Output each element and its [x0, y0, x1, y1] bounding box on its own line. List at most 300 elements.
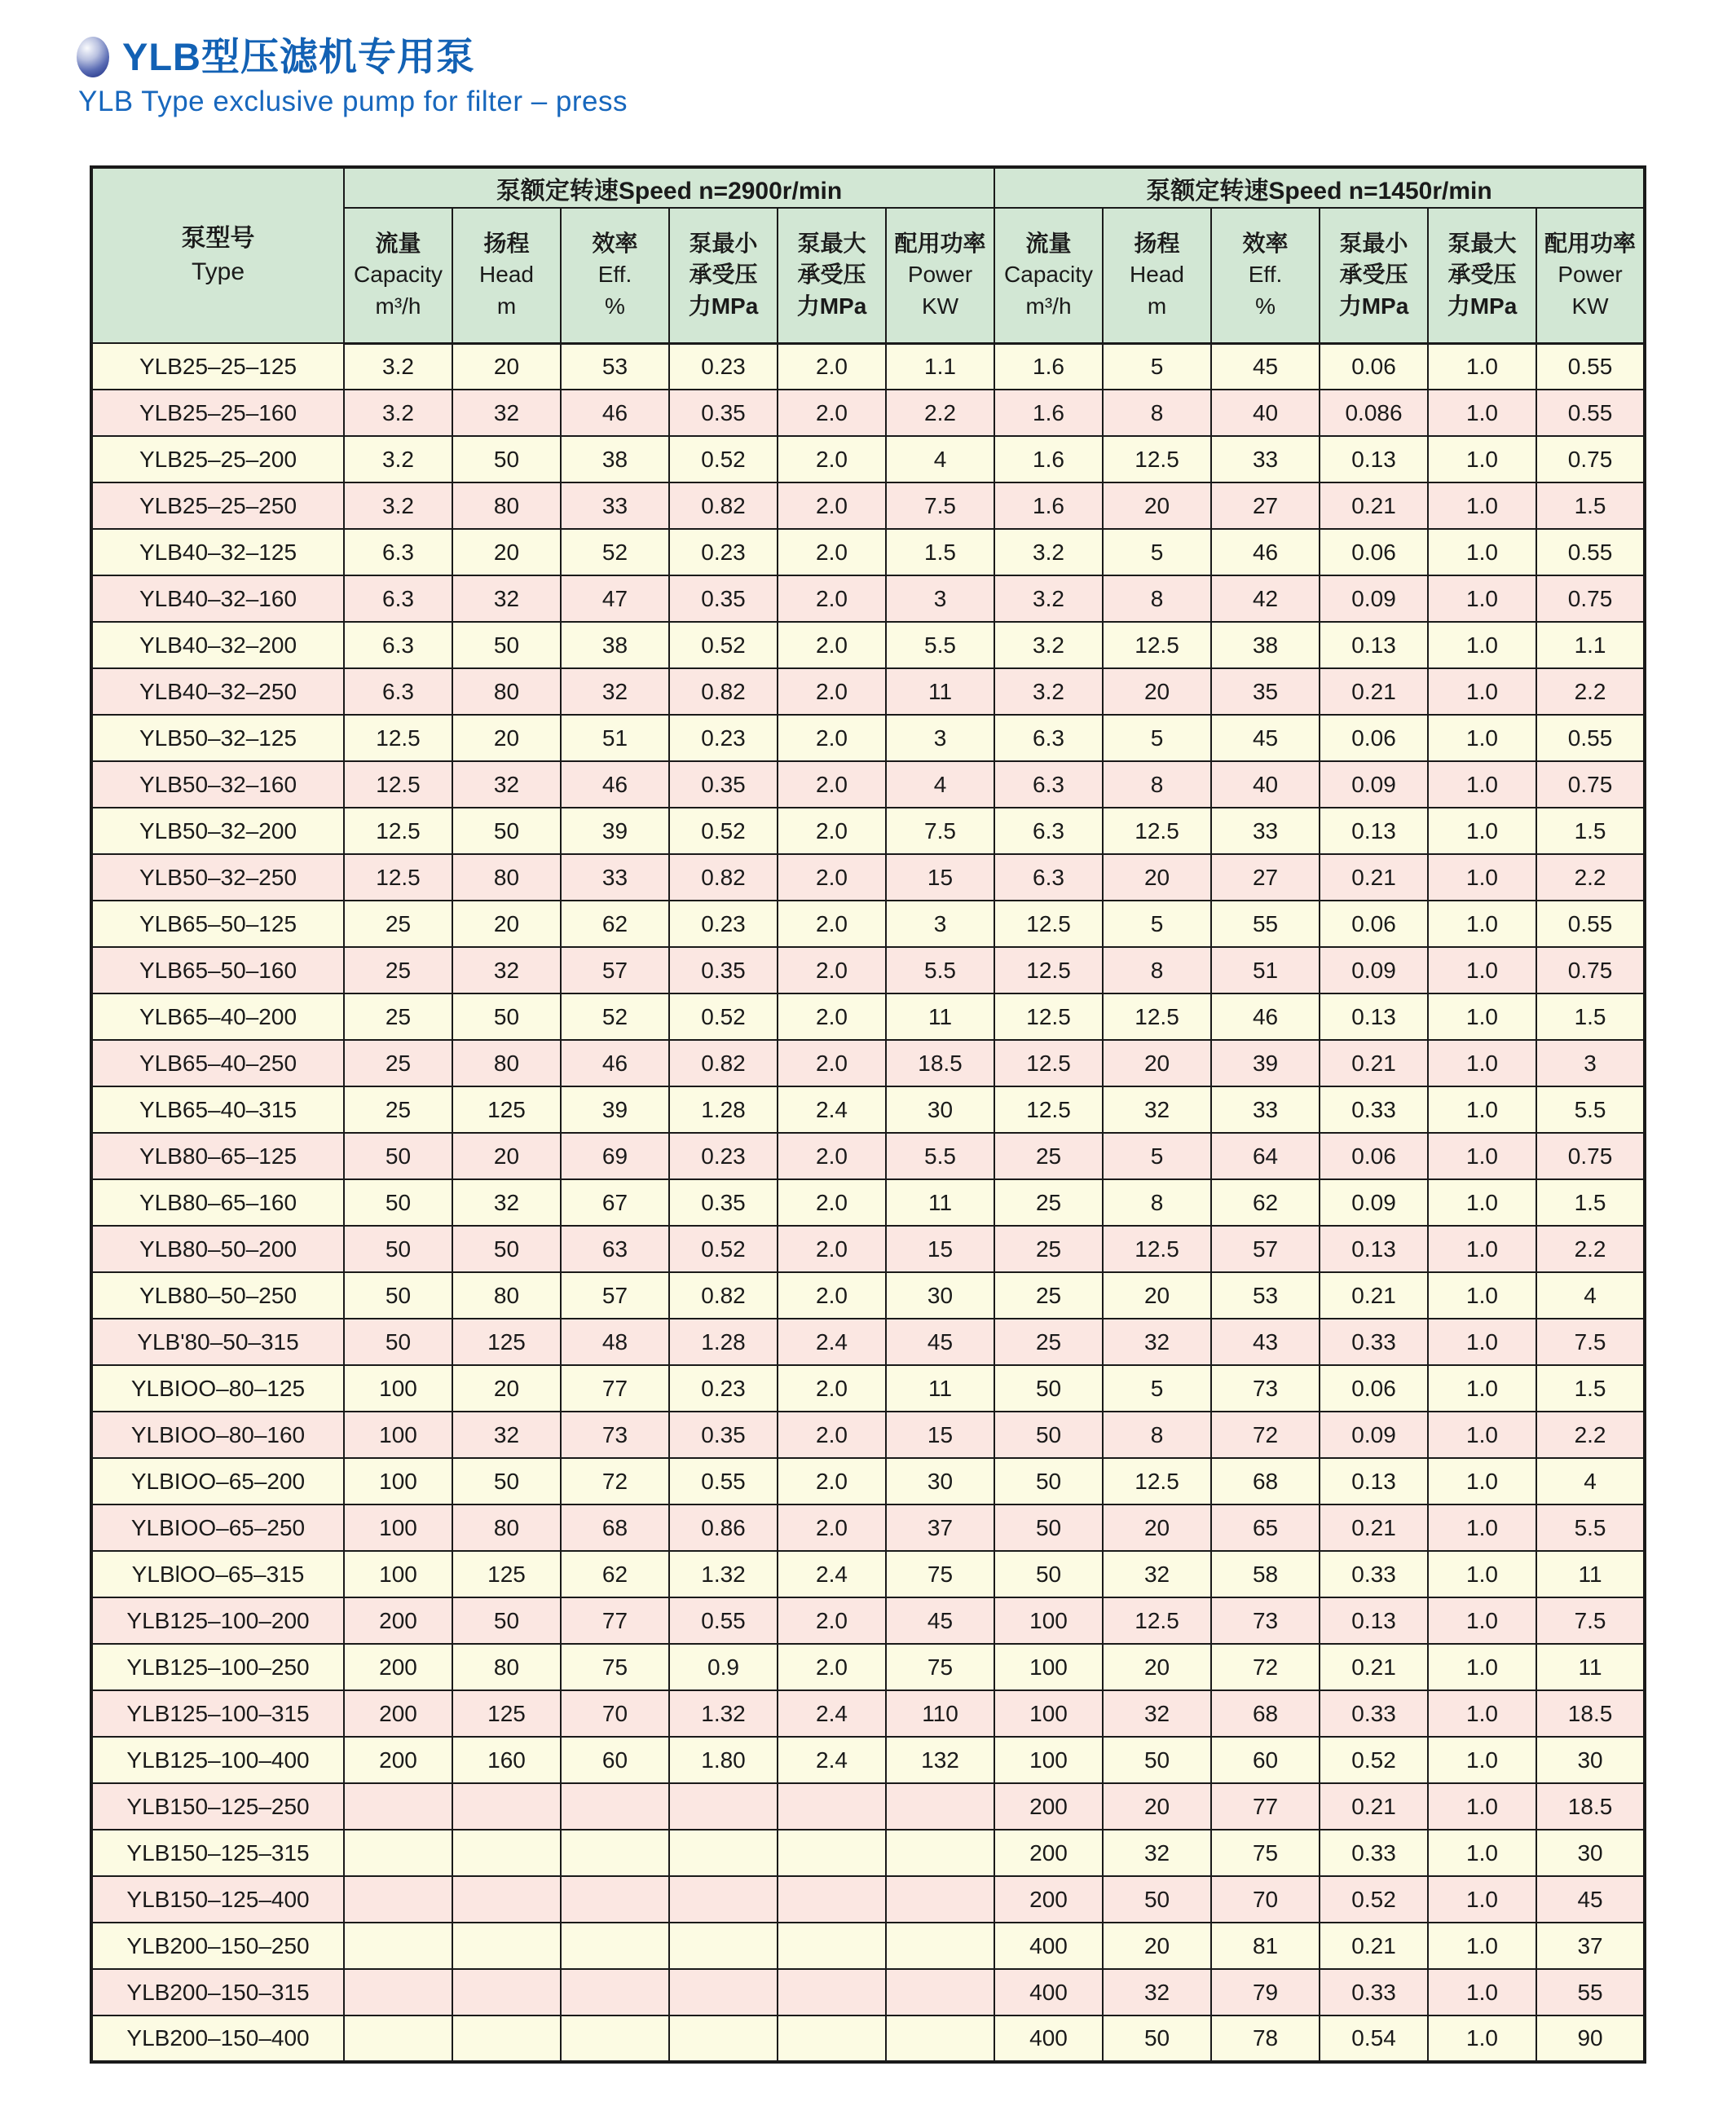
column-header-line: Capacity [354, 262, 443, 288]
data-cell-1450: 81 [1211, 1923, 1320, 1969]
table-row [91, 1226, 1645, 1272]
table-row [91, 761, 1645, 808]
table-row [91, 1179, 1645, 1226]
data-cell-2900: 52 [561, 529, 669, 575]
data-cell-2900: 160 [452, 1737, 561, 1783]
column-header-line: Head [479, 262, 534, 288]
data-cell-2900: 2.0 [778, 1133, 886, 1179]
table-row [91, 1412, 1645, 1458]
data-cell-2900: 2.0 [778, 1458, 886, 1504]
data-cell-1450: 50 [1103, 2015, 1211, 2062]
data-cell-1450: 18.5 [1536, 1690, 1645, 1737]
data-cell-1450: 0.55 [1536, 390, 1645, 436]
data-cell-1450: 20 [1103, 1783, 1211, 1830]
data-cell-2900: 15 [886, 854, 994, 901]
data-cell-2900: 5.5 [886, 622, 994, 668]
data-cell-1450: 12.5 [994, 1086, 1103, 1133]
pump-type-cell: YLB65–40–200 [91, 993, 344, 1040]
data-cell-2900: 75 [886, 1551, 994, 1597]
data-cell-2900: 132 [886, 1737, 994, 1783]
data-cell-2900: 2.0 [778, 1412, 886, 1458]
column-header-line: 力MPa [796, 293, 867, 319]
data-cell-2900: 0.23 [669, 715, 778, 761]
data-cell-1450: 8 [1103, 1412, 1211, 1458]
data-cell-1450: 0.06 [1320, 715, 1428, 761]
pump-type-cell: YLB125–100–315 [91, 1690, 344, 1737]
data-cell-2900: 80 [452, 668, 561, 715]
column-header-2900-max-pressure [778, 208, 886, 343]
data-cell-1450: 70 [1211, 1876, 1320, 1923]
data-cell-2900: 5.5 [886, 1133, 994, 1179]
column-header-line: 力MPa [1338, 293, 1409, 319]
pump-type-cell: YLBIOO–65–200 [91, 1458, 344, 1504]
data-cell-2900: 77 [561, 1597, 669, 1644]
data-cell-1450: 0.75 [1536, 1133, 1645, 1179]
data-cell-1450: 0.55 [1536, 529, 1645, 575]
data-cell-1450: 6.3 [994, 854, 1103, 901]
column-header-line: 承受压 [1339, 262, 1408, 288]
data-cell-2900 [886, 1783, 994, 1830]
data-cell-2900: 69 [561, 1133, 669, 1179]
data-cell-1450: 73 [1211, 1597, 1320, 1644]
data-cell-2900: 6.3 [344, 668, 452, 715]
data-cell-2900: 33 [561, 854, 669, 901]
data-cell-1450: 46 [1211, 529, 1320, 575]
data-cell-2900: 100 [344, 1458, 452, 1504]
data-cell-1450: 2.2 [1536, 668, 1645, 715]
pump-type-cell: YLB50–32–160 [91, 761, 344, 808]
data-cell-1450: 0.75 [1536, 947, 1645, 993]
pump-type-cell: YLB40–32–125 [91, 529, 344, 575]
data-cell-1450: 1.0 [1428, 668, 1536, 715]
page-title: YLB型压滤机专用泵 [122, 35, 475, 78]
data-cell-1450: 0.55 [1536, 343, 1645, 390]
data-cell-2900: 2.0 [778, 808, 886, 854]
data-cell-2900: 0.52 [669, 808, 778, 854]
data-cell-1450: 0.086 [1320, 390, 1428, 436]
column-header-line: KW [921, 293, 959, 319]
data-cell-2900: 32 [452, 947, 561, 993]
data-cell-1450: 0.33 [1320, 1969, 1428, 2015]
pump-type-cell: YLB150–125–250 [91, 1783, 344, 1830]
data-cell-2900: 20 [452, 1365, 561, 1412]
data-cell-2900: 2.0 [778, 436, 886, 482]
data-cell-1450: 55 [1536, 1969, 1645, 2015]
data-cell-1450: 0.33 [1320, 1830, 1428, 1876]
data-cell-1450: 50 [1103, 1876, 1211, 1923]
data-cell-1450: 1.0 [1428, 1272, 1536, 1319]
table-row [91, 1876, 1645, 1923]
data-cell-1450: 30 [1536, 1737, 1645, 1783]
data-cell-2900: 48 [561, 1319, 669, 1365]
data-cell-1450: 50 [994, 1551, 1103, 1597]
data-cell-1450: 200 [994, 1783, 1103, 1830]
data-cell-2900: 32 [561, 668, 669, 715]
table-row [91, 529, 1645, 575]
data-cell-2900: 2.0 [778, 668, 886, 715]
data-cell-2900: 25 [344, 1086, 452, 1133]
column-header-2900-capacity [344, 208, 452, 343]
table-row [91, 1597, 1645, 1644]
data-cell-1450: 100 [994, 1597, 1103, 1644]
data-cell-1450: 1.5 [1536, 808, 1645, 854]
data-cell-1450: 0.21 [1320, 1040, 1428, 1086]
data-cell-2900 [669, 1876, 778, 1923]
data-cell-2900: 12.5 [344, 854, 452, 901]
type-column-header [91, 167, 344, 343]
data-cell-2900: 2.2 [886, 390, 994, 436]
data-cell-1450: 38 [1211, 622, 1320, 668]
group-header-row [91, 167, 1645, 208]
data-cell-1450: 55 [1211, 901, 1320, 947]
data-cell-2900: 0.35 [669, 390, 778, 436]
pump-type-cell: YLBIOO–65–250 [91, 1504, 344, 1551]
data-cell-1450: 3.2 [994, 622, 1103, 668]
table-row [91, 854, 1645, 901]
data-cell-2900 [344, 2015, 452, 2062]
pump-type-cell: YLB40–32–160 [91, 575, 344, 622]
data-cell-2900: 1.80 [669, 1737, 778, 1783]
data-cell-2900: 1.32 [669, 1690, 778, 1737]
data-cell-2900 [778, 1876, 886, 1923]
data-cell-2900 [778, 1969, 886, 2015]
data-cell-1450: 5 [1103, 343, 1211, 390]
data-cell-2900: 15 [886, 1226, 994, 1272]
table-row [91, 1458, 1645, 1504]
data-cell-1450: 64 [1211, 1133, 1320, 1179]
data-cell-2900: 2.0 [778, 1040, 886, 1086]
column-header-2900-power [886, 208, 994, 343]
table-row [91, 901, 1645, 947]
table-row [91, 2015, 1645, 2062]
data-cell-1450: 5 [1103, 1365, 1211, 1412]
pump-type-cell: YLBlOO–65–315 [91, 1551, 344, 1597]
data-cell-1450: 1.0 [1428, 947, 1536, 993]
data-cell-1450: 40 [1211, 390, 1320, 436]
data-cell-1450: 0.13 [1320, 1458, 1428, 1504]
data-cell-1450: 1.0 [1428, 1412, 1536, 1458]
data-cell-2900: 57 [561, 1272, 669, 1319]
group-header-1450: 泵额定转速Speed n=1450r/min [994, 167, 1645, 208]
data-cell-1450: 32 [1103, 1551, 1211, 1597]
data-cell-2900: 1.32 [669, 1551, 778, 1597]
data-cell-1450: 3.2 [994, 529, 1103, 575]
data-cell-2900: 50 [452, 1458, 561, 1504]
data-cell-1450: 12.5 [1103, 993, 1211, 1040]
data-cell-1450: 5 [1103, 901, 1211, 947]
data-cell-2900: 30 [886, 1086, 994, 1133]
data-cell-1450: 2.2 [1536, 854, 1645, 901]
data-cell-1450: 1.5 [1536, 1179, 1645, 1226]
pump-type-cell: YLB40–32–250 [91, 668, 344, 715]
data-cell-2900: 2.0 [778, 482, 886, 529]
page-subtitle: YLB Type exclusive pump for filter – press [78, 86, 628, 117]
column-header-line: 力MPa [1447, 293, 1518, 319]
data-cell-2900 [778, 2015, 886, 2062]
data-cell-2900: 0.82 [669, 1272, 778, 1319]
data-cell-2900: 50 [452, 1226, 561, 1272]
data-cell-1450: 5 [1103, 529, 1211, 575]
data-cell-1450: 58 [1211, 1551, 1320, 1597]
section-bullet-icon [77, 37, 109, 77]
data-cell-2900 [886, 2015, 994, 2062]
data-cell-2900 [561, 1876, 669, 1923]
data-cell-1450: 25 [994, 1319, 1103, 1365]
data-cell-2900: 53 [561, 343, 669, 390]
data-cell-1450: 27 [1211, 854, 1320, 901]
data-cell-2900: 15 [886, 1412, 994, 1458]
data-cell-1450: 0.52 [1320, 1737, 1428, 1783]
data-cell-2900 [778, 1830, 886, 1876]
data-cell-1450: 1.0 [1428, 1319, 1536, 1365]
data-cell-1450: 1.0 [1428, 1923, 1536, 1969]
data-cell-1450: 400 [994, 1969, 1103, 2015]
data-cell-2900: 125 [452, 1690, 561, 1737]
table-row [91, 1365, 1645, 1412]
pump-type-cell: YLB150–125–315 [91, 1830, 344, 1876]
data-cell-1450: 0.09 [1320, 761, 1428, 808]
column-header-1450-max-pressure [1428, 208, 1536, 343]
column-header-line: Power [1558, 262, 1623, 288]
type-header-zh: 泵型号 [181, 225, 255, 252]
data-cell-2900: 25 [344, 1040, 452, 1086]
data-cell-1450: 0.09 [1320, 947, 1428, 993]
data-cell-1450: 1.0 [1428, 575, 1536, 622]
data-cell-2900: 45 [886, 1597, 994, 1644]
data-cell-2900: 2.0 [778, 1644, 886, 1690]
data-cell-1450: 0.13 [1320, 1226, 1428, 1272]
data-cell-1450: 4 [1536, 1458, 1645, 1504]
data-cell-1450: 50 [994, 1365, 1103, 1412]
column-header-line: 扬程 [1134, 230, 1180, 256]
data-cell-2900: 32 [452, 1179, 561, 1226]
data-cell-2900: 0.23 [669, 343, 778, 390]
data-cell-1450: 40 [1211, 761, 1320, 808]
data-cell-2900 [452, 1923, 561, 1969]
data-cell-2900: 125 [452, 1086, 561, 1133]
pump-type-cell: YLB65–40–250 [91, 1040, 344, 1086]
data-cell-1450: 100 [994, 1690, 1103, 1737]
data-cell-2900 [561, 1923, 669, 1969]
data-cell-2900: 100 [344, 1504, 452, 1551]
column-header-line: 泵最大 [797, 230, 866, 256]
data-cell-1450: 0.52 [1320, 1876, 1428, 1923]
pump-type-cell: YLB125–100–400 [91, 1737, 344, 1783]
data-cell-2900: 2.0 [778, 1597, 886, 1644]
column-header-line: Power [907, 262, 973, 288]
data-cell-2900: 1.1 [886, 343, 994, 390]
data-cell-1450: 400 [994, 2015, 1103, 2062]
data-cell-2900 [452, 1876, 561, 1923]
table-row [91, 1830, 1645, 1876]
pump-type-cell: YLB150–125–400 [91, 1876, 344, 1923]
column-header-2900-head [452, 208, 561, 343]
data-cell-1450: 30 [1536, 1830, 1645, 1876]
data-cell-2900 [886, 1876, 994, 1923]
data-cell-2900 [344, 1783, 452, 1830]
data-cell-1450: 79 [1211, 1969, 1320, 2015]
table-row [91, 1737, 1645, 1783]
data-cell-2900: 0.55 [669, 1458, 778, 1504]
data-cell-2900: 1.28 [669, 1319, 778, 1365]
data-cell-1450: 62 [1211, 1179, 1320, 1226]
data-cell-2900: 62 [561, 901, 669, 947]
data-cell-1450: 1.0 [1428, 390, 1536, 436]
data-cell-2900: 30 [886, 1272, 994, 1319]
column-header-1450-power [1536, 208, 1645, 343]
data-cell-2900: 11 [886, 993, 994, 1040]
data-cell-1450: 32 [1103, 1319, 1211, 1365]
data-cell-2900: 37 [886, 1504, 994, 1551]
data-cell-1450: 33 [1211, 808, 1320, 854]
data-cell-2900: 46 [561, 761, 669, 808]
data-cell-1450: 1.0 [1428, 622, 1536, 668]
data-cell-2900: 2.0 [778, 390, 886, 436]
data-cell-2900: 62 [561, 1551, 669, 1597]
data-cell-1450: 90 [1536, 2015, 1645, 2062]
data-cell-2900: 7.5 [886, 482, 994, 529]
data-cell-1450: 6.3 [994, 808, 1103, 854]
data-cell-2900: 0.52 [669, 622, 778, 668]
data-cell-2900: 6.3 [344, 529, 452, 575]
data-cell-1450: 0.06 [1320, 529, 1428, 575]
data-cell-1450: 12.5 [1103, 808, 1211, 854]
data-cell-2900 [344, 1830, 452, 1876]
data-cell-1450: 1.5 [1536, 993, 1645, 1040]
data-cell-2900: 11 [886, 668, 994, 715]
data-cell-1450: 1.0 [1428, 1737, 1536, 1783]
data-cell-1450: 12.5 [1103, 1597, 1211, 1644]
data-cell-2900: 67 [561, 1179, 669, 1226]
data-cell-1450: 42 [1211, 575, 1320, 622]
data-cell-2900: 2.4 [778, 1551, 886, 1597]
data-cell-1450: 1.0 [1428, 1040, 1536, 1086]
data-cell-2900: 4 [886, 761, 994, 808]
column-header-line: 配用功率 [1544, 230, 1637, 256]
data-cell-1450: 12.5 [1103, 436, 1211, 482]
data-cell-1450: 1.0 [1428, 343, 1536, 390]
data-cell-1450: 37 [1536, 1923, 1645, 1969]
data-cell-1450: 68 [1211, 1458, 1320, 1504]
data-cell-1450: 11 [1536, 1644, 1645, 1690]
data-cell-1450: 20 [1103, 1040, 1211, 1086]
data-cell-1450: 1.0 [1428, 901, 1536, 947]
data-cell-1450: 1.0 [1428, 1086, 1536, 1133]
data-cell-1450: 1.6 [994, 343, 1103, 390]
data-cell-1450: 0.33 [1320, 1319, 1428, 1365]
data-cell-1450: 0.33 [1320, 1551, 1428, 1597]
data-cell-2900: 2.0 [778, 1272, 886, 1319]
data-cell-1450: 25 [994, 1272, 1103, 1319]
table-row [91, 993, 1645, 1040]
data-cell-2900 [561, 1830, 669, 1876]
pump-type-cell: YLBIOO–80–160 [91, 1412, 344, 1458]
data-cell-2900: 3 [886, 715, 994, 761]
column-header-line: 流量 [375, 230, 421, 256]
data-cell-1450: 0.75 [1536, 761, 1645, 808]
column-header-line: 承受压 [689, 262, 758, 288]
column-header-line: 泵最大 [1447, 230, 1517, 256]
column-header-line: % [605, 293, 625, 319]
data-cell-2900: 2.0 [778, 529, 886, 575]
data-cell-1450: 1.0 [1428, 1644, 1536, 1690]
data-cell-2900: 110 [886, 1690, 994, 1737]
data-cell-1450: 25 [994, 1179, 1103, 1226]
data-cell-1450: 7.5 [1536, 1597, 1645, 1644]
data-cell-2900: 2.4 [778, 1690, 886, 1737]
data-cell-1450: 78 [1211, 2015, 1320, 2062]
data-cell-1450: 5.5 [1536, 1504, 1645, 1551]
data-cell-2900 [344, 1876, 452, 1923]
data-cell-1450: 50 [1103, 1737, 1211, 1783]
data-cell-1450: 1.0 [1428, 2015, 1536, 2062]
data-cell-2900: 75 [561, 1644, 669, 1690]
data-cell-2900 [452, 1969, 561, 2015]
data-cell-2900: 3.2 [344, 390, 452, 436]
data-cell-1450: 3.2 [994, 575, 1103, 622]
pump-type-cell: YLB200–150–400 [91, 2015, 344, 2062]
data-cell-2900: 2.4 [778, 1319, 886, 1365]
table-row [91, 343, 1645, 390]
data-cell-1450: 46 [1211, 993, 1320, 1040]
pump-type-cell: YLB25–25–250 [91, 482, 344, 529]
column-header-1450-head [1103, 208, 1211, 343]
column-header-line: 泵最小 [1339, 230, 1408, 256]
data-cell-1450: 0.06 [1320, 901, 1428, 947]
data-cell-2900: 50 [344, 1319, 452, 1365]
data-cell-1450: 20 [1103, 1504, 1211, 1551]
data-cell-2900: 0.52 [669, 993, 778, 1040]
data-cell-2900: 11 [886, 1179, 994, 1226]
data-cell-2900: 0.23 [669, 1133, 778, 1179]
column-header-1450-eff [1211, 208, 1320, 343]
column-header-line: Head [1130, 262, 1184, 288]
data-cell-2900: 3.2 [344, 343, 452, 390]
data-cell-2900: 125 [452, 1319, 561, 1365]
pump-type-cell: YLB200–150–315 [91, 1969, 344, 2015]
data-cell-2900: 25 [344, 901, 452, 947]
data-cell-2900: 68 [561, 1504, 669, 1551]
data-cell-2900: 50 [452, 993, 561, 1040]
data-cell-1450: 0.09 [1320, 1412, 1428, 1458]
data-cell-1450: 0.21 [1320, 668, 1428, 715]
column-header-line: m³/h [375, 293, 421, 319]
data-cell-1450: 1.6 [994, 482, 1103, 529]
data-cell-1450: 12.5 [1103, 1458, 1211, 1504]
data-cell-1450: 1.0 [1428, 993, 1536, 1040]
data-cell-1450: 1.0 [1428, 1133, 1536, 1179]
data-cell-2900: 100 [344, 1365, 452, 1412]
table-row [91, 575, 1645, 622]
data-cell-1450: 20 [1103, 854, 1211, 901]
table-row [91, 1551, 1645, 1597]
data-cell-1450: 1.5 [1536, 482, 1645, 529]
data-cell-2900: 50 [344, 1272, 452, 1319]
table-row [91, 436, 1645, 482]
data-cell-2900: 200 [344, 1644, 452, 1690]
data-cell-1450: 0.21 [1320, 1783, 1428, 1830]
data-cell-2900: 0.35 [669, 947, 778, 993]
data-cell-2900: 3 [886, 901, 994, 947]
pump-type-cell: YLB50–32–250 [91, 854, 344, 901]
data-cell-2900: 72 [561, 1458, 669, 1504]
column-header-1450-min-pressure [1320, 208, 1428, 343]
data-cell-1450: 20 [1103, 482, 1211, 529]
data-cell-1450: 3.2 [994, 668, 1103, 715]
data-cell-1450: 8 [1103, 390, 1211, 436]
data-cell-2900 [669, 1969, 778, 2015]
data-cell-1450: 45 [1211, 715, 1320, 761]
